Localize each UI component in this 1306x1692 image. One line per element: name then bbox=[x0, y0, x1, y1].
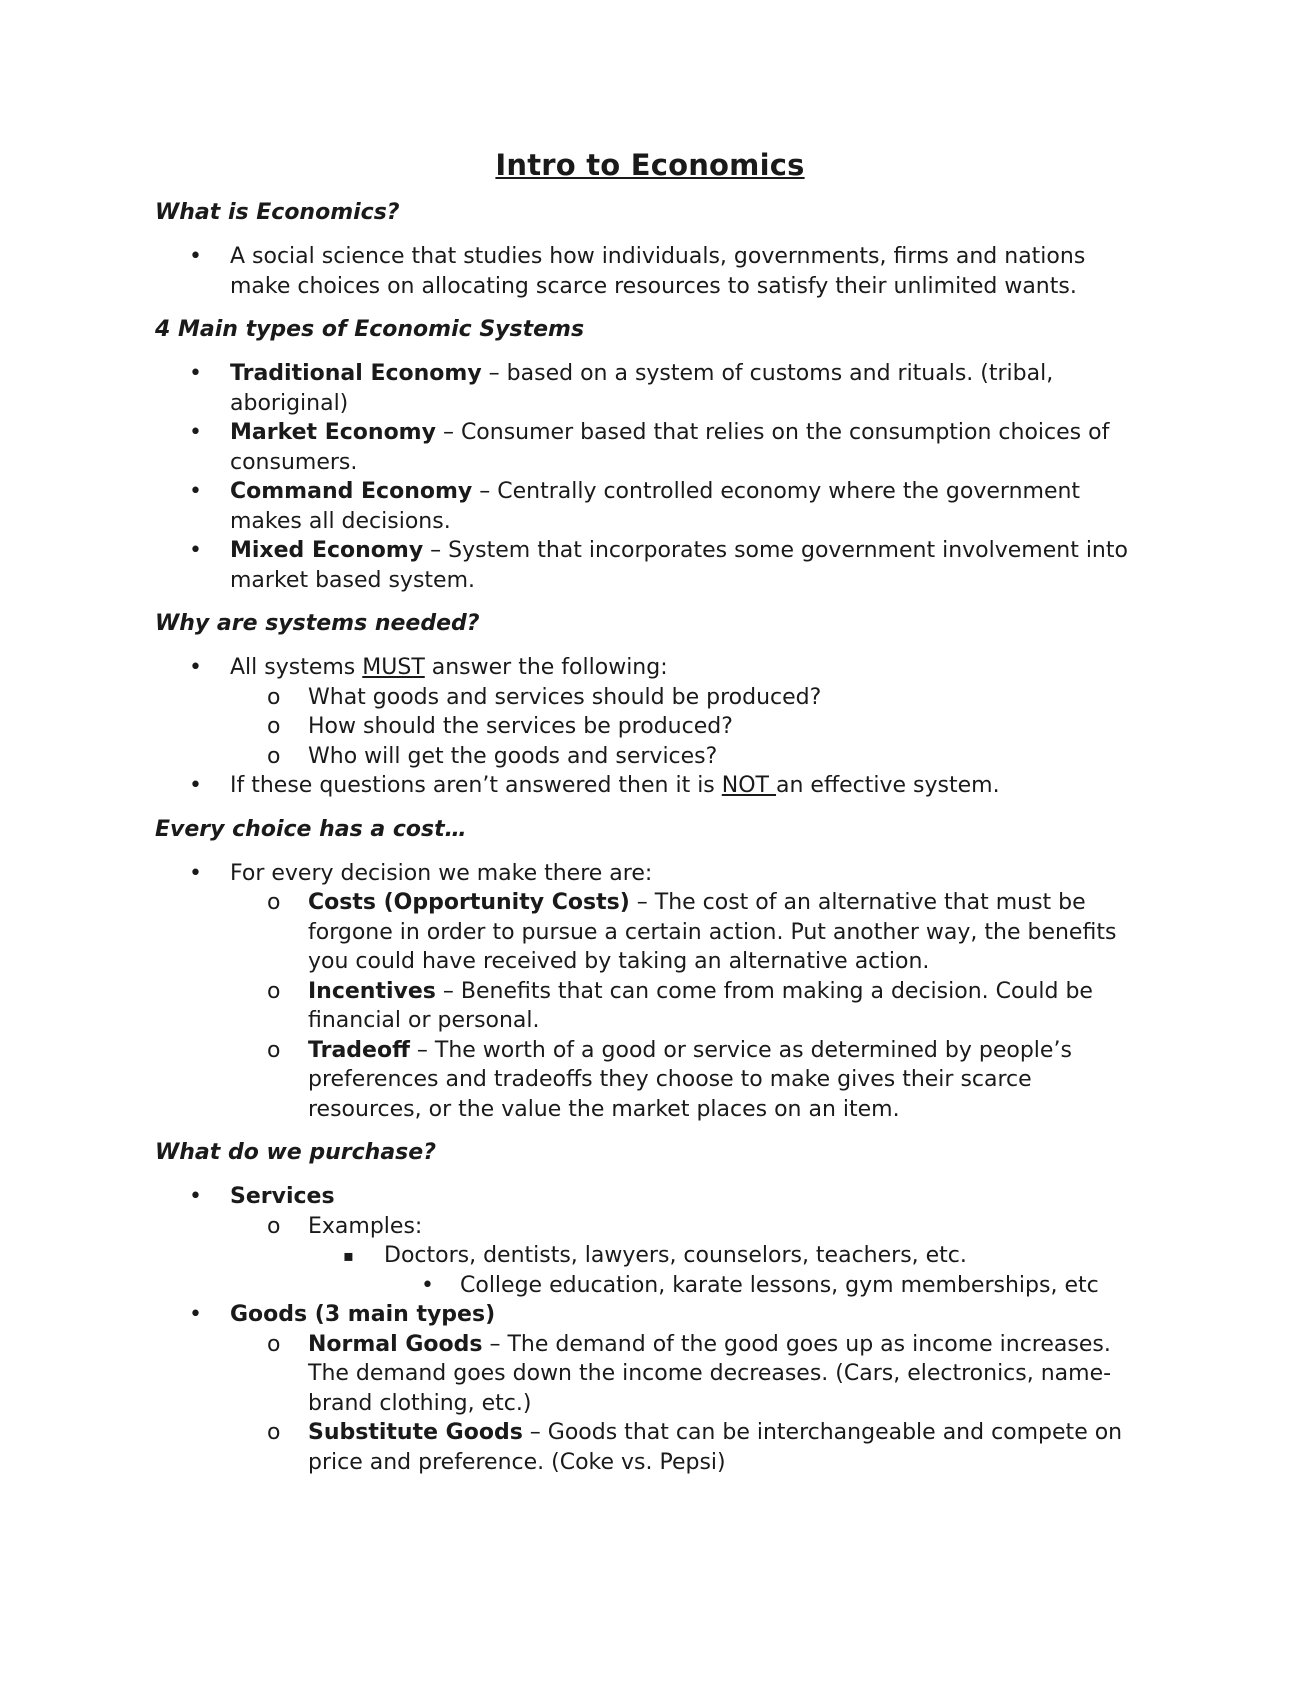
circle-marker: o bbox=[267, 743, 281, 769]
list-item bbox=[155, 859, 1145, 889]
term-description: – Centrally controlled economy where the government makes all decisions. bbox=[230, 479, 1081, 534]
bullet-marker: • bbox=[189, 420, 202, 445]
list-item bbox=[155, 1036, 1145, 1125]
circle-marker: o bbox=[267, 1420, 281, 1445]
intro-text: For every decision we make there are: bbox=[230, 860, 653, 886]
section-heading-choice-cost: Every choice has a cost… bbox=[155, 816, 467, 842]
bullet-marker: • bbox=[189, 244, 202, 269]
list-item bbox=[155, 653, 1145, 683]
list-item bbox=[155, 888, 1145, 977]
list-item bbox=[155, 712, 1145, 742]
underlined-text: NOT bbox=[721, 773, 776, 798]
list-item bbox=[155, 536, 1145, 595]
text-fragment: answer the following: bbox=[424, 655, 668, 680]
list-item bbox=[155, 1182, 1145, 1212]
list-item bbox=[155, 742, 1145, 772]
square-marker: ▪ bbox=[343, 1246, 354, 1265]
page-title: Intro to Economics bbox=[495, 148, 805, 182]
term: Traditional Economy bbox=[230, 361, 482, 386]
list-item bbox=[155, 1330, 1145, 1419]
list-item bbox=[155, 683, 1145, 713]
section-heading-why-systems: Why are systems needed? bbox=[155, 611, 480, 636]
economic-systems-list bbox=[155, 359, 1145, 595]
definition-text: A social science that studies how individuals, governments, firms and nations make choices on allocating scarce resources to satisfy their unlimited wants. bbox=[230, 244, 1086, 299]
examples-text: Doctors, dentists, lawyers, counselors, teachers, etc. bbox=[384, 1243, 967, 1268]
term: Incentives bbox=[308, 978, 436, 1004]
bullet-marker: • bbox=[189, 538, 202, 563]
term: Market Economy bbox=[230, 420, 436, 445]
goods-label: Goods (3 main types) bbox=[230, 1302, 496, 1327]
circle-marker: o bbox=[267, 684, 281, 710]
services-label: Services bbox=[230, 1184, 335, 1209]
list-item bbox=[155, 359, 1145, 418]
term: Normal Goods bbox=[308, 1331, 483, 1357]
bullet-marker: • bbox=[189, 655, 202, 680]
bullet-marker: • bbox=[189, 1184, 202, 1209]
list-item bbox=[155, 1241, 1145, 1271]
list-item bbox=[155, 242, 1145, 301]
text-fragment: All systems bbox=[230, 655, 363, 680]
term: Costs (Opportunity Costs) bbox=[308, 890, 630, 915]
examples-label: Examples: bbox=[308, 1213, 423, 1239]
circle-marker: o bbox=[267, 890, 281, 915]
definition-list bbox=[155, 242, 1145, 301]
list-item bbox=[155, 477, 1145, 536]
term-description: – The worth of a good or service as determined by people’s preferences and tradeoffs they choose to make gives their scarce resources, or the value the market places on an item. bbox=[308, 1037, 1072, 1122]
document-body bbox=[155, 148, 1145, 1491]
choice-cost-list bbox=[155, 859, 1145, 1125]
bullet-marker: • bbox=[421, 1272, 434, 1298]
list-item bbox=[155, 1271, 1145, 1301]
circle-marker: o bbox=[267, 978, 281, 1004]
section-heading-what-is-economics: What is Economics? bbox=[155, 200, 400, 225]
term: Substitute Goods bbox=[308, 1420, 523, 1445]
term-description: – Benefits that can come from making a decision. Could be financial or personal. bbox=[308, 978, 1093, 1033]
why-systems-list bbox=[155, 653, 1145, 801]
bullet-marker: • bbox=[189, 479, 202, 504]
question-text: What goods and services should be produced? bbox=[308, 684, 822, 710]
bullet-marker: • bbox=[189, 1302, 202, 1327]
list-item bbox=[155, 418, 1145, 477]
bullet-marker: • bbox=[189, 361, 202, 386]
underlined-text: MUST bbox=[362, 655, 425, 680]
section-heading-economic-systems: 4 Main types of Economic Systems bbox=[155, 317, 585, 342]
text-fragment: If these questions aren’t answered then it is bbox=[230, 773, 722, 798]
section-heading-purchase: What do we purchase? bbox=[155, 1140, 436, 1165]
term: Command Economy bbox=[230, 479, 473, 504]
bullet-marker: • bbox=[189, 773, 202, 798]
circle-marker: o bbox=[267, 714, 281, 739]
term: Tradeoff bbox=[308, 1037, 410, 1063]
circle-marker: o bbox=[267, 1213, 281, 1239]
term-description: – The cost of an alternative that must be forgone in order to pursue a certain action. Put another way, the benefits you could have received by taking an alternative action. bbox=[308, 890, 1117, 974]
term-description: – Goods that can be interchangeable and compete on price and preference. (Coke vs. Pepsi) bbox=[308, 1420, 1123, 1475]
text-fragment: an effective system. bbox=[776, 773, 1000, 798]
term-description: – System that incorporates some government involvement into market based system. bbox=[230, 538, 1128, 593]
question-text: How should the services be produced? bbox=[308, 714, 733, 739]
purchase-list bbox=[155, 1182, 1145, 1477]
list-item bbox=[155, 1212, 1145, 1242]
bullet-marker: • bbox=[189, 860, 202, 886]
list-item bbox=[155, 1418, 1145, 1477]
list-item bbox=[155, 771, 1145, 801]
list-item bbox=[155, 977, 1145, 1036]
term-description: – based on a system of customs and rituals. (tribal, aboriginal) bbox=[230, 361, 1054, 416]
list-item bbox=[155, 1300, 1145, 1330]
circle-marker: o bbox=[267, 1037, 281, 1063]
question-text: Who will get the goods and services? bbox=[308, 743, 718, 769]
examples-subtext: College education, karate lessons, gym memberships, etc bbox=[460, 1272, 1099, 1298]
term-description: – Consumer based that relies on the consumption choices of consumers. bbox=[230, 420, 1110, 475]
term: Mixed Economy bbox=[230, 538, 424, 563]
term-description: – The demand of the good goes up as income increases. The demand goes down the income decreases. (Cars, electronics, name-brand clothing, etc.) bbox=[308, 1331, 1112, 1416]
circle-marker: o bbox=[267, 1331, 281, 1357]
